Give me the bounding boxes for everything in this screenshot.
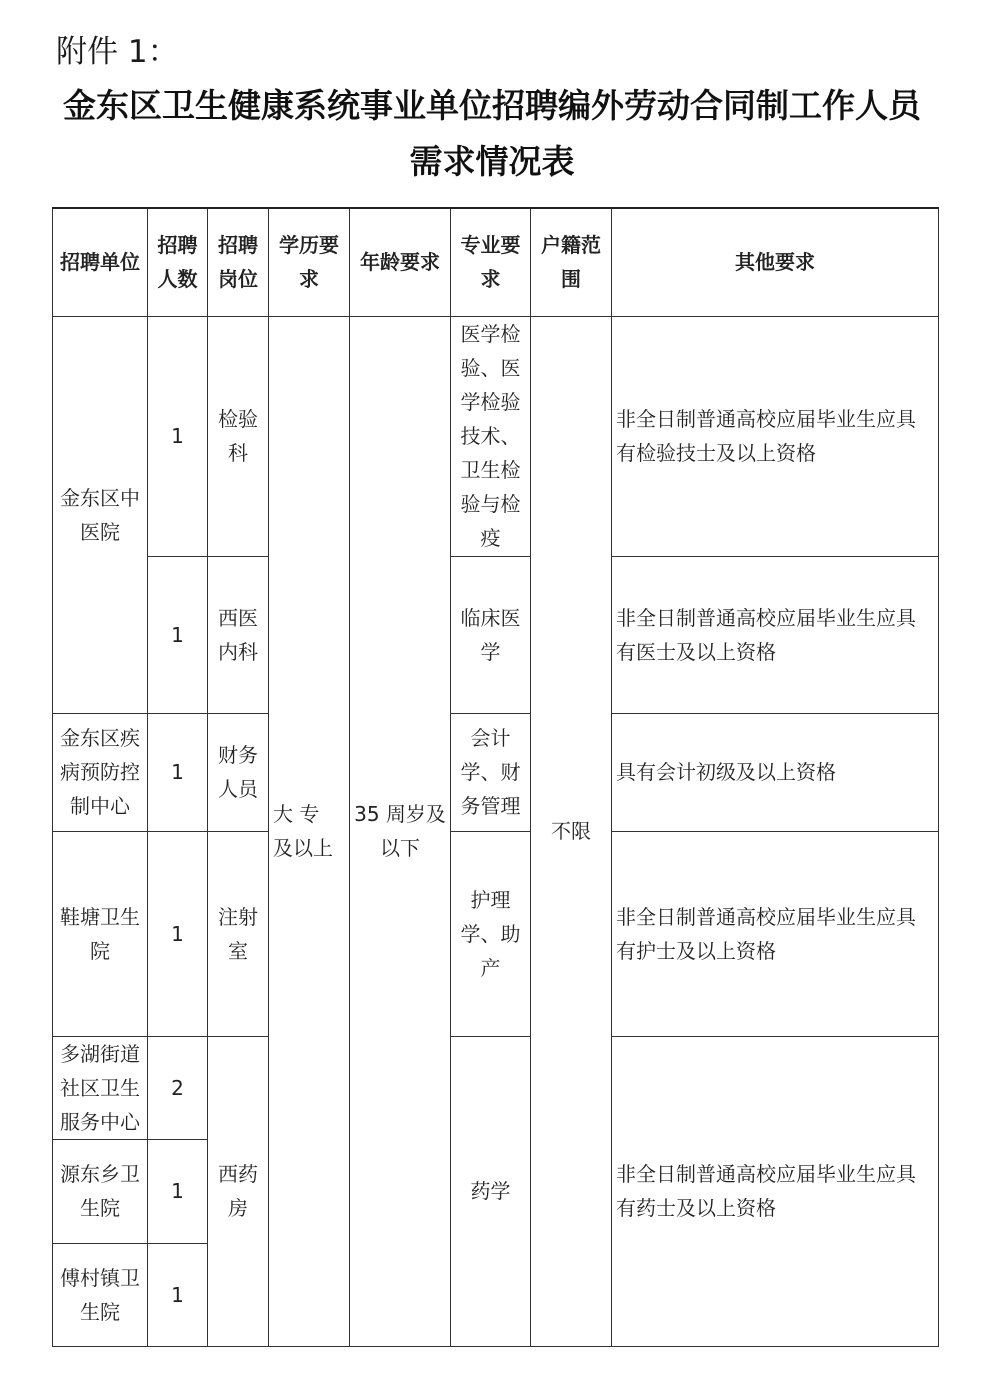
header-major: 专业要求 <box>451 208 531 316</box>
requirements-table <box>52 207 939 1347</box>
post-cell: 西药房 <box>208 1036 269 1346</box>
header-row <box>53 208 939 316</box>
count-cell: 1 <box>148 1243 208 1346</box>
other-cell: 非全日制普通高校应届毕业生应具有护士及以上资格 <box>612 831 939 1036</box>
count-cell: 1 <box>148 831 208 1036</box>
post-cell: 财务人员 <box>208 713 269 831</box>
count-cell: 1 <box>148 1139 208 1243</box>
table-row <box>53 556 939 713</box>
table-row <box>53 316 939 556</box>
header-unit: 招聘单位 <box>53 208 148 316</box>
header-age: 年龄要求 <box>350 208 451 316</box>
table-row <box>53 1036 939 1139</box>
unit-cell: 傅村镇卫生院 <box>53 1243 148 1346</box>
other-cell: 非全日制普通高校应届毕业生应具有药士及以上资格 <box>612 1036 939 1346</box>
header-other: 其他要求 <box>612 208 939 316</box>
major-cell: 护理学、助产 <box>451 831 531 1036</box>
major-cell: 医学检验、医学检验技术、卫生检验与检疫 <box>451 316 531 556</box>
unit-cell: 多湖街道社区卫生服务中心 <box>53 1036 148 1139</box>
unit-cell: 金东区疾病预防控制中心 <box>53 713 148 831</box>
post-cell: 西医内科 <box>208 556 269 713</box>
age-cell: 35 周岁及以下 <box>350 316 451 1346</box>
table-row <box>53 831 939 1036</box>
post-cell: 检验科 <box>208 316 269 556</box>
major-cell: 会计学、财务管理 <box>451 713 531 831</box>
header-count: 招聘人数 <box>148 208 208 316</box>
page-title: 金东区卫生健康系统事业单位招聘编外劳动合同制工作人员 <box>63 86 921 125</box>
major-cell: 药学 <box>451 1036 531 1346</box>
other-cell: 非全日制普通高校应届毕业生应具有医士及以上资格 <box>612 556 939 713</box>
unit-cell: 源东乡卫生院 <box>53 1139 148 1243</box>
household-cell: 不限 <box>531 316 612 1346</box>
count-cell: 1 <box>148 556 208 713</box>
education-cell: 大 专 及以上 <box>269 316 350 1346</box>
attachment-label: 附件 1： <box>56 34 179 70</box>
count-cell: 1 <box>148 713 208 831</box>
unit-cell: 金东区中医院 <box>53 316 148 713</box>
unit-cell: 鞋塘卫生院 <box>53 831 148 1036</box>
header-post: 招聘岗位 <box>208 208 269 316</box>
count-cell: 1 <box>148 316 208 556</box>
other-cell: 非全日制普通高校应届毕业生应具有检验技士及以上资格 <box>612 316 939 556</box>
table-row <box>53 713 939 831</box>
post-cell: 注射室 <box>208 831 269 1036</box>
other-cell: 具有会计初级及以上资格 <box>612 713 939 831</box>
major-cell: 临床医学 <box>451 556 531 713</box>
header-education: 学历要求 <box>269 208 350 316</box>
count-cell: 2 <box>148 1036 208 1139</box>
header-household: 户籍范围 <box>531 208 612 316</box>
page-subtitle: 需求情况表 <box>409 142 575 181</box>
